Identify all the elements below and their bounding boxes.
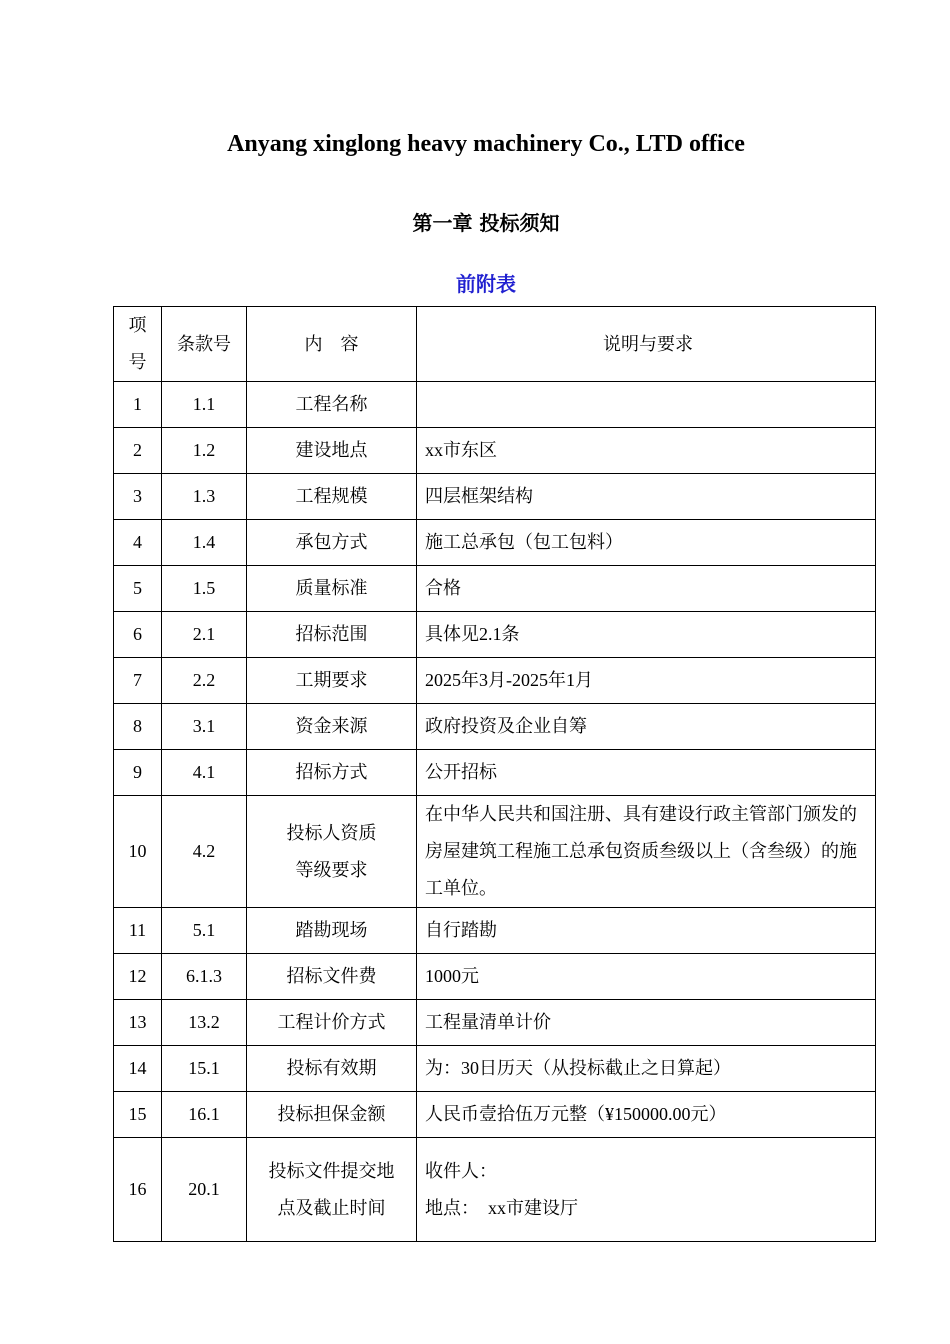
header-description: 说明与要求: [417, 307, 876, 382]
row-index: 8: [114, 704, 162, 750]
table-row: [114, 474, 876, 520]
row-clause: 1.1: [162, 382, 247, 428]
row-content: 承包方式: [247, 520, 417, 566]
row-clause: 5.1: [162, 908, 247, 954]
row-index: 3: [114, 474, 162, 520]
row-description: 工程量清单计价: [417, 1000, 876, 1046]
row-content: [247, 1138, 417, 1242]
row-description: 合格: [417, 566, 876, 612]
row-index: 13: [114, 1000, 162, 1046]
table-row: [114, 382, 876, 428]
table-row: [114, 566, 876, 612]
row-content: [247, 796, 417, 908]
chapter-heading: 第一章 投标须知: [412, 211, 560, 235]
row-clause: 3.1: [162, 704, 247, 750]
row-clause: 2.2: [162, 658, 247, 704]
row-description: 具体见2.1条: [417, 612, 876, 658]
table-row: [114, 796, 876, 908]
row-content: 建设地点: [247, 428, 417, 474]
row-clause: 1.5: [162, 566, 247, 612]
row-content: 踏勘现场: [247, 908, 417, 954]
table-header-row: [114, 307, 876, 382]
row-description: 公开招标: [417, 750, 876, 796]
table-row: [114, 750, 876, 796]
row-description-line: 地点： xx市建设厅: [425, 1197, 578, 1218]
row-description: 自行踏勘: [417, 908, 876, 954]
row-clause: 4.2: [162, 796, 247, 908]
row-index: 1: [114, 382, 162, 428]
row-clause: 16.1: [162, 1092, 247, 1138]
row-content: 质量标准: [247, 566, 417, 612]
row-content: 工程计价方式: [247, 1000, 417, 1046]
row-clause: 15.1: [162, 1046, 247, 1092]
header-clause: 条款号: [162, 307, 247, 382]
row-index: 15: [114, 1092, 162, 1138]
row-index: 10: [114, 796, 162, 908]
row-clause: 1.4: [162, 520, 247, 566]
row-description: [417, 382, 876, 428]
row-clause: 1.2: [162, 428, 247, 474]
row-description: xx市东区: [417, 428, 876, 474]
row-content: 资金来源: [247, 704, 417, 750]
row-index: 4: [114, 520, 162, 566]
row-clause: 6.1.3: [162, 954, 247, 1000]
header-content: 内 容: [247, 307, 417, 382]
row-description: 1000元: [417, 954, 876, 1000]
table-row: [114, 1092, 876, 1138]
row-content-line: 等级要求: [295, 859, 368, 880]
table-row: [114, 1000, 876, 1046]
row-index: 2: [114, 428, 162, 474]
row-clause: 20.1: [162, 1138, 247, 1242]
row-description: 施工总承包（包工包料）: [417, 520, 876, 566]
row-description: 四层框架结构: [417, 474, 876, 520]
row-content: 工期要求: [247, 658, 417, 704]
row-content-line: 投标文件提交地: [268, 1160, 395, 1181]
row-description: 为：30日历天（从投标截止之日算起）: [417, 1046, 876, 1092]
table-row: [114, 520, 876, 566]
row-content: 招标文件费: [247, 954, 417, 1000]
row-description: 人民币壹拾伍万元整（¥150000.00元）: [417, 1092, 876, 1138]
row-clause: 4.1: [162, 750, 247, 796]
row-description-line: 收件人：: [425, 1160, 497, 1181]
table-row: [114, 954, 876, 1000]
table-row: [114, 658, 876, 704]
row-index: 12: [114, 954, 162, 1000]
row-description: 政府投资及企业自筹: [417, 704, 876, 750]
front-attachment-table: [113, 306, 876, 1242]
row-clause: 13.2: [162, 1000, 247, 1046]
row-index: 7: [114, 658, 162, 704]
table-caption: 前附表: [456, 272, 516, 296]
table-row: [114, 1046, 876, 1092]
table-row: [114, 704, 876, 750]
row-index: 5: [114, 566, 162, 612]
table-row: [114, 428, 876, 474]
document-title: Anyang xinglong heavy machinery Co., LTD office: [227, 131, 745, 157]
row-content: 招标范围: [247, 612, 417, 658]
table-row: [114, 908, 876, 954]
row-description: 在中华人民共和国注册、具有建设行政主管部门颁发的房屋建筑工程施工总承包资质叁级以上（含叁级）的施工单位。: [417, 796, 876, 908]
row-description: 2025年3月-2025年1月: [417, 658, 876, 704]
row-index: 14: [114, 1046, 162, 1092]
row-index: 9: [114, 750, 162, 796]
row-index: 11: [114, 908, 162, 954]
row-content: 工程名称: [247, 382, 417, 428]
row-content: 投标有效期: [247, 1046, 417, 1092]
table-row: [114, 1138, 876, 1242]
row-clause: 2.1: [162, 612, 247, 658]
header-index-label: 项号: [128, 315, 147, 372]
row-clause: 1.3: [162, 474, 247, 520]
row-description: [417, 1138, 876, 1242]
row-content: 招标方式: [247, 750, 417, 796]
row-content: 工程规模: [247, 474, 417, 520]
row-content: 投标担保金额: [247, 1092, 417, 1138]
header-index: [114, 307, 162, 382]
row-index: 6: [114, 612, 162, 658]
row-content-line: 投标人资质: [286, 822, 377, 843]
row-index: 16: [114, 1138, 162, 1242]
row-content-line: 点及截止时间: [277, 1197, 386, 1218]
table-row: [114, 612, 876, 658]
